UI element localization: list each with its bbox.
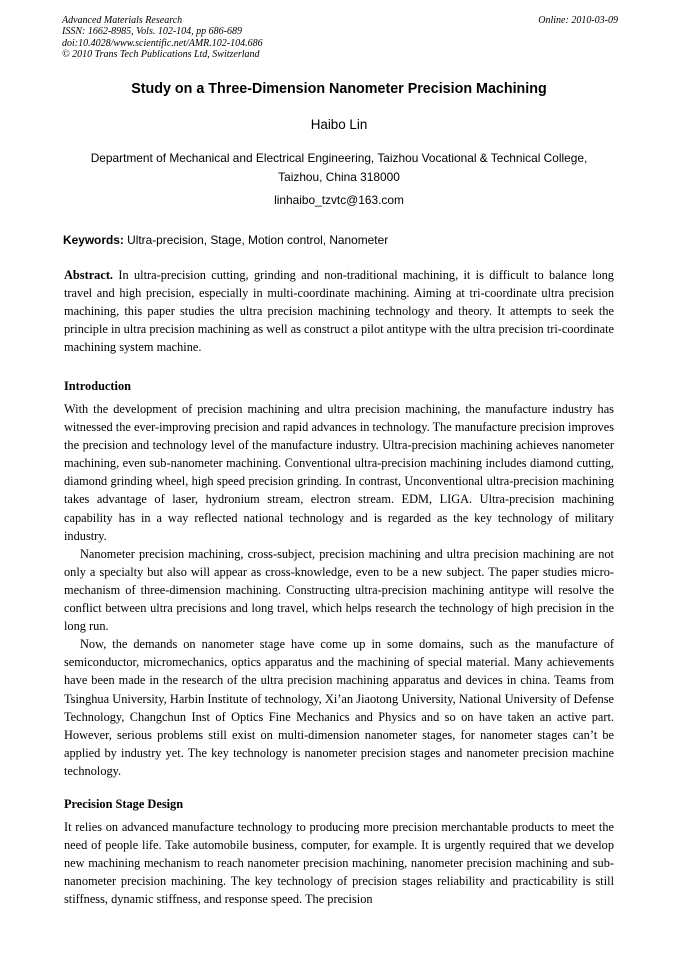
precision-stage-section — [64, 795, 614, 908]
issn-line: ISSN: 1662-8985, Vols. 102-104, pp 686-689 — [62, 26, 242, 38]
copyright-line: © 2010 Trans Tech Publications Ltd, Switzerland — [62, 49, 260, 61]
doi-line: doi:10.4028/www.scientific.net/AMR.102-104.686 — [62, 37, 263, 49]
affiliation-line-1: Department of Mechanical and Electrical Engineering, Taizhou Vocational & Technical College, — [90, 151, 588, 165]
introduction-heading: Introduction — [64, 379, 131, 393]
precision-stage-heading: Precision Stage Design — [64, 797, 184, 811]
intro-paragraph-2: Nanometer precision machining, cross-subject, precision machining and ultra precision machining are not only a specialty but also will appear as cross-knowledge, even to be a new subject. The paper studies micro-mechanism of three-dimension machining. Constructing ultra-precision machining antitype will resolve the conflict between ultra precisions and long travel, which helps research the technology of high precision in the long run. — [64, 546, 614, 634]
abstract — [64, 266, 614, 356]
introduction-section — [64, 377, 614, 780]
author-email: linhaibo_tzvtc@163.com — [274, 193, 404, 207]
affiliation-line-2: Taizhou, China 318000 — [278, 169, 400, 184]
author-name: Haibo Lin — [310, 117, 368, 132]
stage-paragraph-1: It relies on advanced manufacture technology to producing more precision merchantable products to meet the need of people life. Take automobile business, computer, for example. It is urgently required that we develop new machining mechanism to reach nanometer precision machining, nanometer precision machining and sub-nanometer precision machining. The key technology of precision stages reliability and practicability is still stiffness, dynamic stiffness, and response speed. The precision — [64, 820, 614, 907]
abstract-label: Abstract. — [64, 268, 114, 282]
journal-header — [62, 15, 618, 61]
keywords — [63, 232, 617, 248]
affiliation — [62, 149, 616, 186]
abstract-text: In ultra-precision cutting, grinding and non-traditional machining, it is difficult to balance long travel and high precision, especially in multi-coordinate machining. Aiming at tri-coordinate ultra precision machining, this paper studies the ultra precision machining technology and theory. It attempts to seek the principle in ultra precision machining as well as construct a pilot antitype with the ultra precision tri-coordinate machining system machine. — [64, 268, 614, 355]
keywords-label: Keywords: — [63, 233, 124, 247]
journal-name: Advanced Materials Research — [62, 15, 183, 26]
keywords-text: Ultra-precision, Stage, Motion control, Nanometer — [127, 233, 389, 247]
intro-paragraph-3: Now, the demands on nanometer stage have come up in some domains, such as the manufacture of semiconductor, micromechanics, optics apparatus and the machining of special material. Many achievements have been made in the research of the ultra precision machining apparatus and devices in china. Teams from Tsinghua University, Harbin Institute of technology, Xi’an Jiaotong University, National University of Defense Technology, Changchun Inst of Optics Fine Mechanics and Physics and so on have taken an active part. However, serious problems still exist on multi-dimension nanometer stages, for nanometer stages can’t be applied by industry yet. The key technology is nanometer precision stages and nanometer precision machine technology. — [64, 637, 614, 778]
intro-paragraph-1: With the development of precision machining and ultra precision machining, the manufacture industry has witnessed the ever-improving precision and rapid advances in technology. The manufacture precision improves the precision and technology level of the manufacture industry. Ultra-precision machining achieves nanometer machining, even sub-nanometer machining. Conventional ultra-precision machining includes diamond cutting, diamond grinding wheel, high speed precision grinding. In contrast, Unconventional ultra-precision machining takes advantage of laser, hydronium stream, electron stream. EDM, LIGA. Ultra-precision machining capability has in a way reflected national technology and is regarded as the key technology of military industry. — [64, 402, 614, 543]
online-date: Online: 2010-03-09 — [538, 15, 618, 26]
paper-title: Study on a Three-Dimension Nanometer Precision Machining — [131, 81, 547, 97]
